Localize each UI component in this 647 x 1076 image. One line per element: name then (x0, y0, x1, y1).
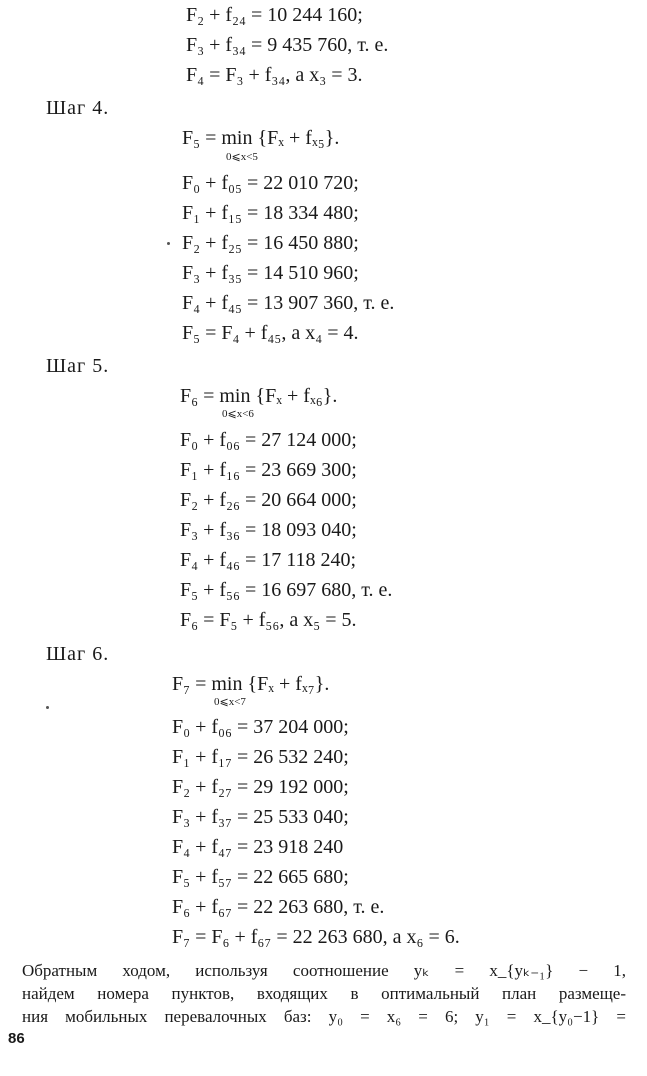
equation-line: F₆ + f₆₇ = 22 263 680, т. е. (172, 896, 385, 918)
step-heading: Шаг 4. (46, 97, 110, 119)
paragraph-line: найдем номера пунктов, входящих в оптимальный план размеще- (22, 984, 626, 1003)
equation-line: F₃ + f₃₅ = 14 510 960; (182, 262, 359, 284)
equation-line: F₅ = F₄ + f₄₅, а x₄ = 4. (182, 322, 359, 344)
equation-line: F₀ + f₀₆ = 37 204 000; (172, 716, 349, 738)
equation-line: F₃ + f₃₄ = 9 435 760, т. е. (186, 34, 389, 56)
equation-line: F₃ + f₃₆ = 18 093 040; (180, 519, 357, 541)
print-speck (46, 706, 49, 709)
equation-line: F₁ + f₁₇ = 26 532 240; (172, 746, 349, 768)
equation-line: F₂ + f₂₇ = 29 192 000; (172, 776, 349, 798)
print-speck (167, 242, 170, 245)
equation-line: F₂ + f₂₆ = 20 664 000; (180, 489, 357, 511)
equation-line: F₁ + f₁₆ = 23 669 300; (180, 459, 357, 481)
equation-line: F₂ + f₂₄ = 10 244 160; (186, 4, 363, 26)
equation-line: F₁ + f₁₅ = 18 334 480; (182, 202, 359, 224)
page-number: 86 (8, 1030, 25, 1047)
min-formula: F₆ = min {Fₓ + fₓ₆}. (180, 385, 338, 407)
equation-line: F₄ + f₄₆ = 17 118 240; (180, 549, 357, 571)
equation-line: F₄ + f₄₅ = 13 907 360, т. е. (182, 292, 395, 314)
min-subscript: 0⩽x<6 (222, 408, 254, 420)
equation-line: F₀ + f₀₆ = 27 124 000; (180, 429, 357, 451)
step-heading: Шаг 5. (46, 355, 110, 377)
equation-line: F₀ + f₀₅ = 22 010 720; (182, 172, 359, 194)
equation-line: F₂ + f₂₅ = 16 450 880; (182, 232, 359, 254)
equation-line: F₇ = F₆ + f₆₇ = 22 263 680, а x₆ = 6. (172, 926, 460, 948)
step-heading: Шаг 6. (46, 643, 110, 665)
equation-line: F₄ + f₄₇ = 23 918 240 (172, 836, 344, 858)
equation-line: F₅ + f₅₇ = 22 665 680; (172, 866, 349, 888)
min-formula: F₇ = min {Fₓ + fₓ₇}. (172, 673, 330, 695)
min-subscript: 0⩽x<5 (226, 151, 258, 163)
equation-line: F₃ + f₃₇ = 25 533 040; (172, 806, 349, 828)
equation-line: F₆ = F₅ + f₅₆, а x₅ = 5. (180, 609, 357, 631)
min-subscript: 0⩽x<7 (214, 696, 246, 708)
equation-line: F₅ + f₅₆ = 16 697 680, т. е. (180, 579, 393, 601)
min-formula: F₅ = min {Fₓ + fₓ₅}. (182, 127, 340, 149)
paragraph-line: Обратным ходом, используя соотношение yₖ = x_{yₖ₋₁} − 1, (22, 961, 626, 980)
paragraph-line: ния мобильных перевалочных баз: y₀ = x₆ = 6; y₁ = x_{y₀−1} = (22, 1007, 626, 1026)
equation-line: F₄ = F₃ + f₃₄, а x₃ = 3. (186, 64, 363, 86)
